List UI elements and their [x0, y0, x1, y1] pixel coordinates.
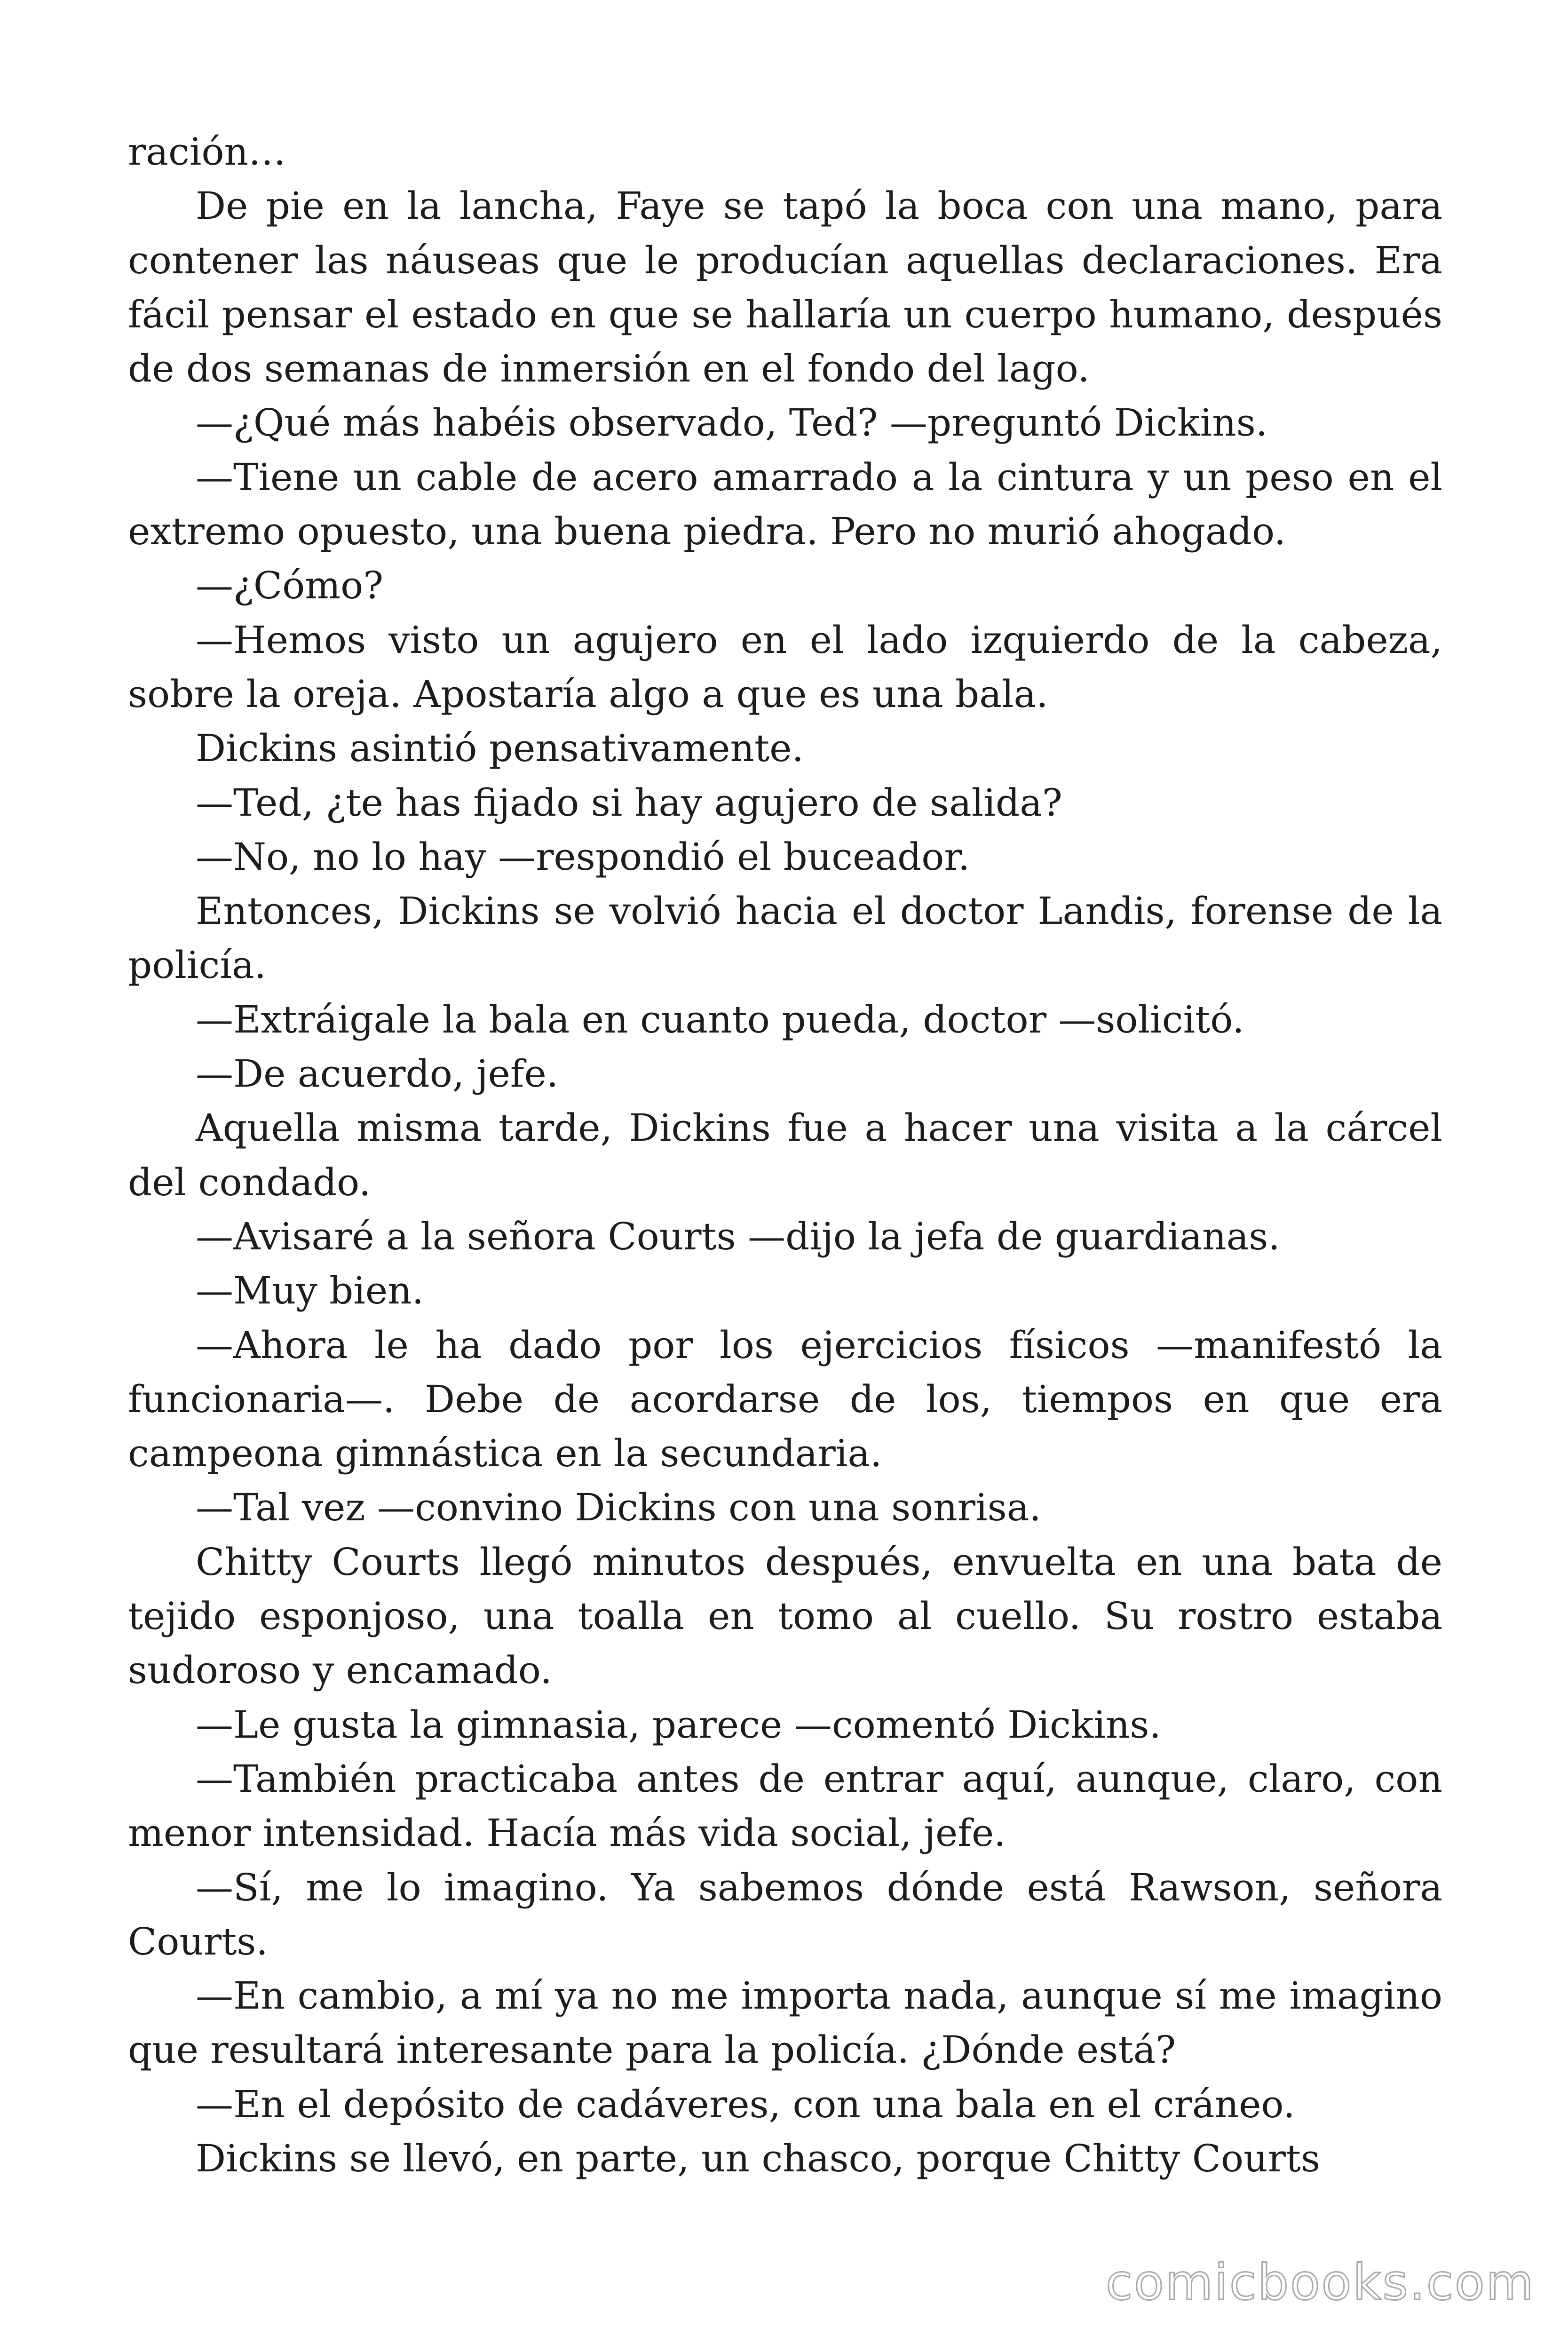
- paragraph: —Muy bien.: [196, 1269, 424, 1313]
- paragraph: —¿Qué más habéis observado, Ted? —preguntó Dickins.: [196, 401, 1268, 445]
- paragraph: —En el depósito de cadáveres, con una bala en el cráneo.: [196, 2082, 1295, 2126]
- paragraph: —No, no lo hay —respondió el buceador.: [196, 834, 970, 879]
- paragraph: ración…: [128, 130, 286, 174]
- paragraph: Chitty Courts llegó minutos después, envuelta en una bata de tejido esponjoso, una toalla en tomo al cuello. Su rostro estaba sudoroso y encamado.: [128, 1540, 1442, 1692]
- paragraph: —Avisaré a la señora Courts —dijo la jefa de guardianas.: [196, 1214, 1280, 1258]
- paragraph: Entonces, Dickins se volvió hacia el doctor Landis, forense de la policía.: [128, 889, 1442, 987]
- paragraph: Dickins asintió pensativamente.: [196, 726, 804, 771]
- paragraph: —De acuerdo, jefe.: [196, 1052, 559, 1096]
- paragraph: De pie en la lancha, Faye se tapó la boca con una mano, para contener las náuseas que le producían aquellas declaraciones. Era fácil pensar el estado en que se hallaría un cuerpo humano, después de dos semanas de inmersión en el fondo del lago.: [128, 184, 1442, 391]
- paragraph: —Ahora le ha dado por los ejercicios físicos —manifestó la funcionaria—. Debe de acordarse de los, tiempos en que era campeona gimnástica en la secundaria.: [128, 1323, 1442, 1476]
- paragraph: —Extráigale la bala en cuanto pueda, doctor —solicitó.: [196, 997, 1244, 1041]
- paragraph: —En cambio, a mí ya no me importa nada, aunque sí me imagino que resultará interesante para la policía. ¿Dónde está?: [128, 1974, 1442, 2072]
- paragraph: —¿Cómo?: [196, 564, 384, 608]
- paragraph: —Hemos visto un agujero en el lado izquierdo de la cabeza, sobre la oreja. Apostaría algo a que es una bala.: [128, 618, 1442, 716]
- paragraph: —Sí, me lo imagino. Ya sabemos dónde está Rawson, señora Courts.: [128, 1865, 1442, 1963]
- watermark: comicbooks.com: [1105, 2254, 1535, 2311]
- paragraph: —Tiene un cable de acero amarrado a la cintura y un peso en el extremo opuesto, una buena piedra. Pero no murió ahogado.: [128, 455, 1442, 554]
- body-text: [128, 125, 1442, 2185]
- paragraph: —También practicaba antes de entrar aquí, aunque, claro, con menor intensidad. Hacía más vida social, jefe.: [128, 1756, 1442, 1855]
- paragraph: —Le gusta la gimnasia, parece —comentó Dickins.: [196, 1702, 1161, 1747]
- paragraph: —Tal vez —convino Dickins con una sonrisa.: [196, 1486, 1041, 1530]
- paragraph: Dickins se llevó, en parte, un chasco, porque Chitty Courts: [196, 2136, 1321, 2180]
- paragraph: Aquella misma tarde, Dickins fue a hacer una visita a la cárcel del condado.: [128, 1106, 1442, 1204]
- paragraph: —Ted, ¿te has fijado si hay agujero de salida?: [196, 780, 1062, 825]
